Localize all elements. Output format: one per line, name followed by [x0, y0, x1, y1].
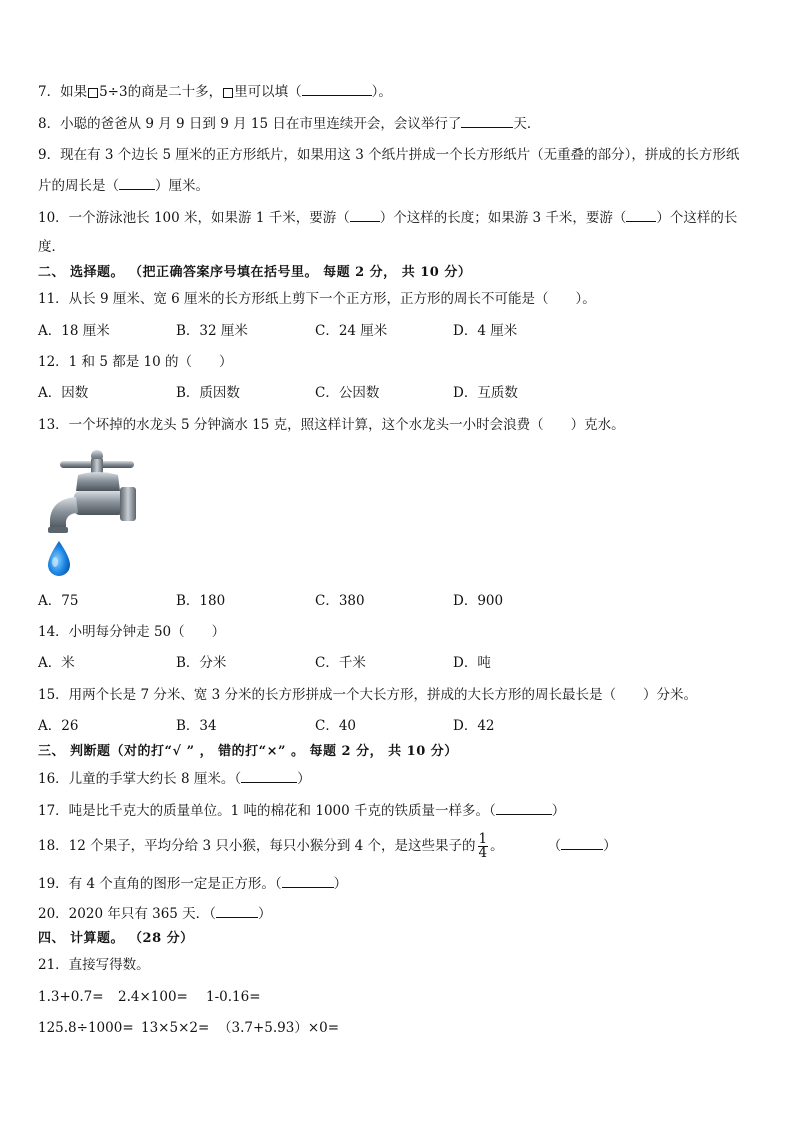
- calc-item: 1.3+0.7=: [38, 989, 104, 1005]
- option-b[interactable]: B．180: [176, 593, 226, 609]
- question-8: 8．小聪的爸爸从 9 月 9 日到 9 月 15 日在市里连续开会，会议举行了 天．: [38, 113, 540, 134]
- answer-blank[interactable]: [241, 768, 297, 783]
- question-12: 12．1 和 5 都是 10 的（ ）: [38, 354, 233, 370]
- question-17: 17．吨是比千克大的质量单位。1 吨的棉花和 1000 千克的铁质量一样多。（ ）: [38, 800, 565, 821]
- calc-item: 2.4×100=: [118, 989, 188, 1005]
- option-d[interactable]: D．42: [453, 718, 495, 734]
- section-3-heading: 三、 判断题（对的打“√ ” ， 错的打“×” 。 每题 2 分， 共 10 分）: [38, 744, 458, 759]
- answer-blank[interactable]: [350, 207, 380, 222]
- box-icon: [223, 88, 233, 98]
- calc-item: 1-0.16=: [206, 989, 261, 1005]
- option-c[interactable]: C．40: [315, 718, 357, 734]
- calc-item: 13×5×2=: [141, 1020, 210, 1036]
- option-c[interactable]: C．千米: [315, 655, 366, 671]
- faucet-image: [42, 447, 147, 582]
- section-4-heading: 四、 计算题。 （28 分）: [38, 931, 194, 946]
- answer-blank[interactable]: [119, 175, 155, 190]
- question-13: 13．一个坏掉的水龙头 5 分钟滴水 15 克，照这样计算，这个水龙头一小时会浪费（ ）克水。: [38, 417, 625, 433]
- option-a[interactable]: A．米: [38, 655, 75, 671]
- option-b[interactable]: B．34: [176, 718, 217, 734]
- question-21: 21．直接写得数。: [38, 957, 150, 973]
- question-10-line-1: 10．一个游泳池长 100 米，如果游 1 千米，要游（ ）个这样的长度；如果游 3 千米，要游（ ）个这样的长: [38, 207, 737, 228]
- option-d[interactable]: D．互质数: [453, 385, 518, 401]
- answer-blank[interactable]: [461, 113, 513, 128]
- option-d[interactable]: D．4 厘米: [453, 323, 518, 339]
- option-b[interactable]: B．32 厘米: [176, 323, 248, 339]
- option-a[interactable]: A．因数: [38, 385, 89, 401]
- question-16: 16．儿童的手掌大约长 8 厘米。（ ）: [38, 768, 311, 789]
- question-14: 14．小明每分钟走 50（ ）: [38, 624, 226, 640]
- fraction: $\frac{1}{4}$: [478, 831, 488, 861]
- answer-blank[interactable]: [282, 873, 334, 888]
- answer-blank[interactable]: [626, 207, 656, 222]
- question-11: 11．从长 9 厘米、宽 6 厘米的长方形纸上剪下一个正方形，正方形的周长不可能是（ ）。: [38, 291, 596, 307]
- question-19: 19．有 4 个直角的图形一定是正方形。（ ）: [38, 873, 347, 894]
- option-c[interactable]: C．公因数: [315, 385, 380, 401]
- calc-item: （3.7+5.93）×0=: [218, 1020, 340, 1036]
- question-7: 7．如果 5÷3的商是二十多， 里可以填（ ）。: [38, 81, 392, 102]
- question-18: 18．12 个果子，平均分给 3 只小猴，每只小猴分到 4 个，是这些果子的 $\frac{1}{4}$ 。 （ ）: [38, 831, 617, 861]
- answer-blank[interactable]: [216, 903, 258, 918]
- option-c[interactable]: C．380: [315, 593, 365, 609]
- answer-blank[interactable]: [302, 81, 372, 96]
- question-10-line-2: 度．: [38, 239, 65, 255]
- option-d[interactable]: D．吨: [453, 655, 491, 671]
- option-a[interactable]: A．75: [38, 593, 79, 609]
- calc-item: 125.8÷1000=: [38, 1020, 134, 1036]
- question-9-line-2: 片的周长是（ ）厘米。: [38, 175, 209, 196]
- question-20: 20．2020 年只有 365 天．（ ）: [38, 903, 271, 924]
- answer-blank[interactable]: [496, 800, 552, 815]
- option-b[interactable]: B．分米: [176, 655, 227, 671]
- section-2-heading: 二、 选择题。 （把正确答案序号填在括号里。 每题 2 分， 共 10 分）: [38, 265, 472, 280]
- option-a[interactable]: A．26: [38, 718, 79, 734]
- option-a[interactable]: A．18 厘米: [38, 323, 110, 339]
- option-c[interactable]: C．24 厘米: [315, 323, 388, 339]
- box-icon: [88, 88, 98, 98]
- option-b[interactable]: B．质因数: [176, 385, 240, 401]
- question-9-line-1: 9．现在有 3 个边长 5 厘米的正方形纸片，如果用这 3 个纸片拼成一个长方形纸片（无重叠的部分），拼成的长方形纸: [38, 147, 740, 163]
- question-15: 15．用两个长是 7 分米、宽 3 分米的长方形拼成一个大长方形，拼成的大长方形的周长最长是（ ）分米。: [38, 687, 698, 703]
- option-d[interactable]: D．900: [453, 593, 504, 609]
- answer-blank[interactable]: [561, 835, 603, 850]
